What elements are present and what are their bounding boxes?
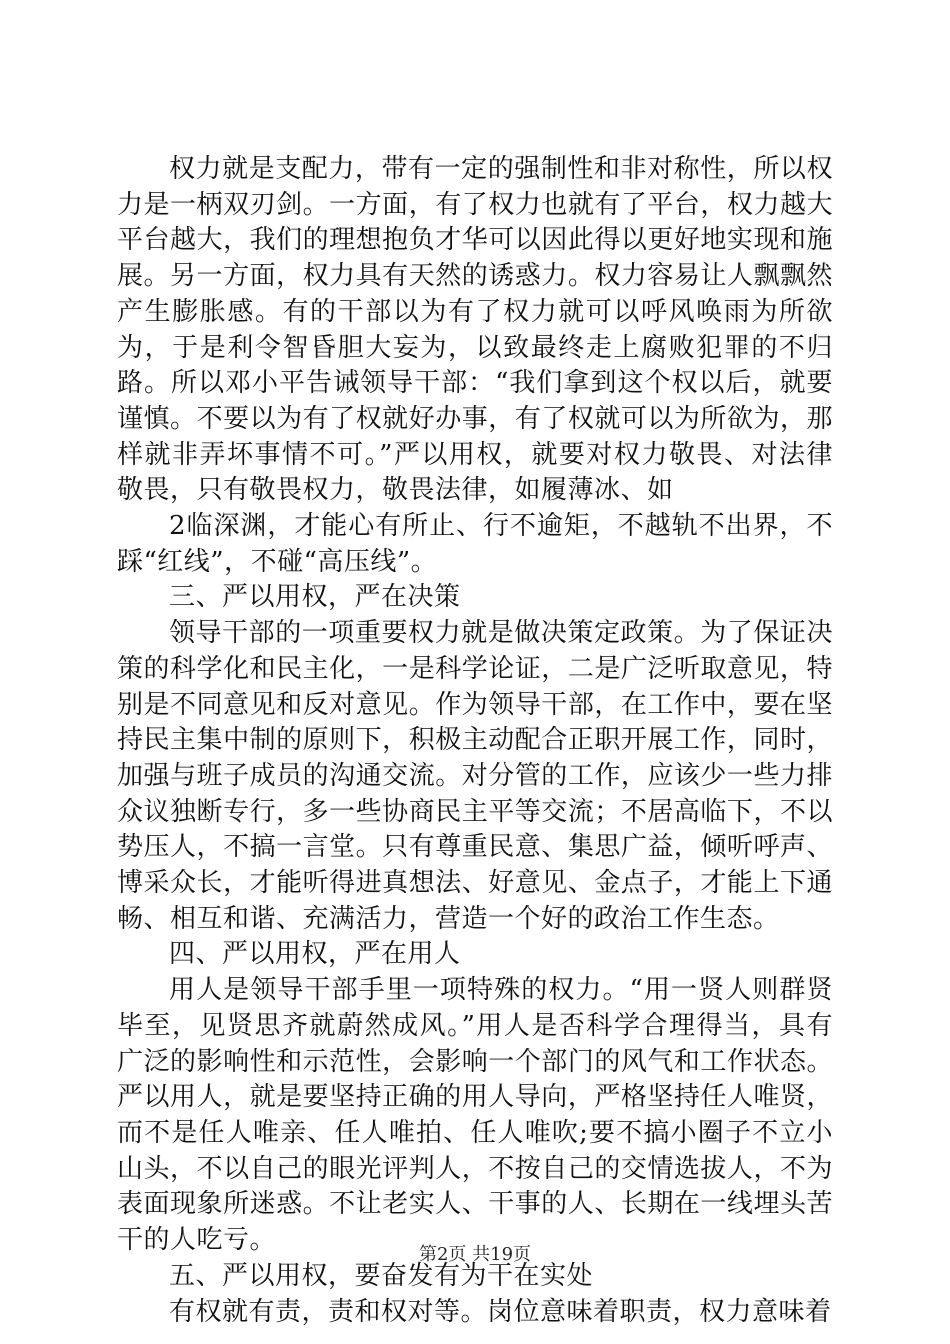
paragraph-power-definition: 权力就是支配力，带有一定的强制性和非对称性，所以权力是一柄双刃剑。一方面，有了权力也就有了平台，权力越大平台越大，我们的理想抱负才华可以因此得以更好地实现和施展。另一方面，权力具有天然的诱惑力。权力容易让人飘飘然产生膨胀感。有的干部以为有了权力就可以呼风唤雨为所欲为，于是利令智昏胆大妄为，以致最终走上腐败犯罪的不归路。所以邓小平告诫领导干部：“我们拿到这个权以后，就要谨慎。不要以为有了权就好办事，有了权就可以为所欲为，那样就非弄坏事情不可。”严以用权，就要对权力敬畏、对法律敬畏，只有敬畏权力，敬畏法律，如履薄冰、如 — [117, 154, 833, 506]
paragraph-responsibility: 有权就有责，责和权对等。岗位意味着职责，权力意味着 — [169, 1296, 832, 1327]
paragraph-continuation: 2临深渊，才能心有所止、行不逾矩，不越轨不出界，不踩“红线”，不碰“高压线”。 — [117, 511, 833, 577]
section-heading-action: 五、严以用权，要奋发有为干在实处 — [169, 1260, 594, 1291]
document-body — [117, 152, 833, 1330]
paragraph-personnel: 用人是领导干部手里一项特殊的权力。“用一贤人则群贤毕至，见贤思齐就蔚然成风。”用人是否科学合理得当，具有广泛的影响性和示范性，会影响一个部门的风气和工作状态。严以用人，就是要坚持正确的用人导向，严格坚持任人唯贤，而不是任人唯亲、任人唯拍、任人唯吹;要不搞小圈子不立小山头，不以自己的眼光评判人，不按自己的交情选拔人，不为表面现象所迷惑。不让老实人、干事的人、长期在一线埋头苦干的人吃亏。 — [117, 975, 833, 1256]
paragraph-decision: 领导干部的一项重要权力就是做决策定政策。为了保证决策的科学化和民主化，一是科学论证，二是广泛听取意见，特别是不同意见和反对意见。作为领导干部，在工作中，要在坚持民主集中制的原则下，积极主动配合正职开展工作，同时，加强与班子成员的沟通交流。对分管的工作，应该少一些力排众议独断专行，多一些协商民主平等交流；不居高临下，不以势压人，不搞一言堂。只有尊重民意、集思广益，倾听呼声、博采众长，才能听得进真想法、好意见、金点子，才能上下通畅、相互和谐、充满活力，营造一个好的政治工作生态。 — [117, 618, 833, 934]
page-number-footer: 第2页 共19页 — [418, 1244, 532, 1265]
section-heading-decision: 三、严以用权，严在决策 — [169, 582, 461, 613]
section-heading-personnel: 四、严以用权，严在用人 — [169, 939, 461, 970]
